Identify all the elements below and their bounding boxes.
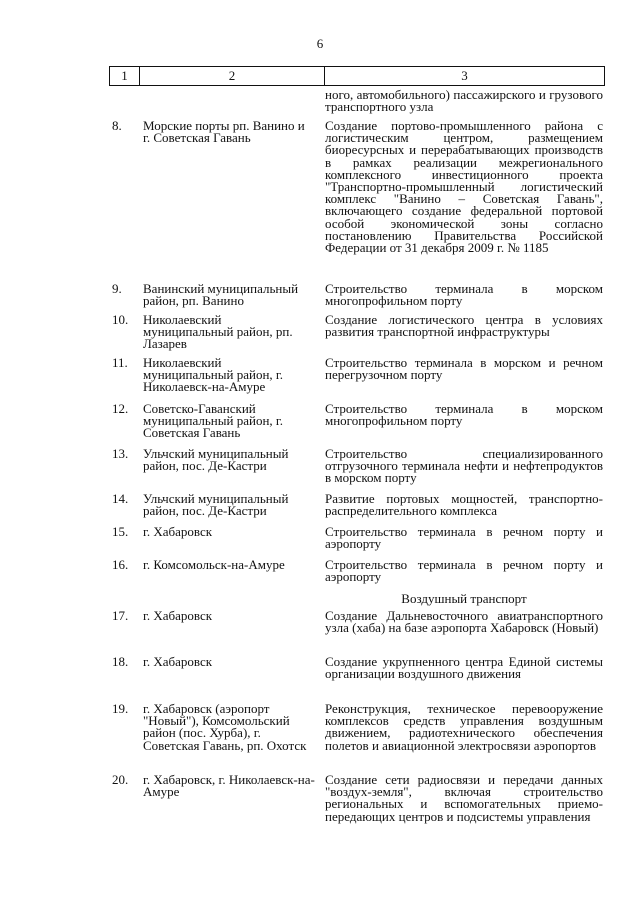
row-number: 13. bbox=[112, 446, 129, 461]
header-col-2: 2 bbox=[140, 67, 325, 85]
row-place: Морские порты рп. Ванино и г. Советская Гавань bbox=[143, 118, 305, 146]
row-number: 12. bbox=[112, 401, 129, 416]
header-col-1: 1 bbox=[110, 67, 140, 85]
header-col-3: 3 bbox=[461, 68, 468, 83]
row-description: Создание сети радиосвязи и передачи данных "воздух-земля", включая строительство региональных и вспомогательных приемо-передающих центров и подсистемы управления bbox=[325, 772, 603, 824]
row-place: г. Хабаровск bbox=[143, 654, 213, 669]
row-place: г. Хабаровск bbox=[143, 608, 213, 623]
row-description: Создание портово-промышленного района с логистическим центром, размещением биоресурсных и перерабатывающих производств в рамках реализации межрегионального комплексного инвестиционного проекта "Транспортно-промышленный логистический комплекс "Ванино – Советская Гавань", включающего создание федеральной портовой особой экономической зоны согласно постановлению Правительства Российской Федерации от 31 декабря 2009 г. № 1185 bbox=[325, 118, 603, 256]
row-description: Создание укрупненного центра Единой системы организации воздушного движения bbox=[325, 654, 603, 682]
row-place: г. Хабаровск (аэропорт "Новый"), Комсомольский район (пос. Хурба), г. Советская Гавань, рп. Охотск bbox=[143, 701, 307, 753]
row-number: 19. bbox=[112, 701, 129, 716]
row-description: Строительство терминала в морском многопрофильном порту bbox=[325, 281, 603, 309]
row-number: 15. bbox=[112, 524, 129, 539]
row-number: 18. bbox=[112, 654, 129, 669]
row-description: Строительство терминала в морском и речном перегрузочном порту bbox=[325, 355, 603, 383]
row-place: Советско-Гаванский муниципальный район, г. Советская Гавань bbox=[143, 401, 284, 441]
row-place: Ульчский муниципальный район, пос. Де-Кастри bbox=[143, 446, 289, 474]
row-description: Создание Дальневосточного авиатранспортного узла (хаба) на базе аэропорта Хабаровск (Новый) bbox=[325, 608, 603, 636]
row-description: Строительство специализированного отгрузочного терминала нефти и нефтепродуктов в морском порту bbox=[325, 446, 603, 486]
row-place: г. Хабаровск bbox=[143, 524, 213, 539]
row-number: 16. bbox=[112, 557, 129, 572]
row-number: 20. bbox=[112, 772, 129, 787]
row-description: Строительство терминала в речном порту и аэропорту bbox=[325, 524, 603, 552]
row-description: Создание логистического центра в условиях развития транспортной инфраструктуры bbox=[325, 312, 603, 340]
row-place: г. Хабаровск, г. Николаевск-на-Амуре bbox=[143, 772, 315, 800]
section-title-air-transport: Воздушный транспорт bbox=[401, 591, 527, 606]
row-description: Строительство терминала в речном порту и аэропорту bbox=[325, 557, 603, 585]
row-number: 11. bbox=[112, 355, 128, 370]
row-number: 17. bbox=[112, 608, 129, 623]
row-number: 10. bbox=[112, 312, 129, 327]
row-place: Ванинский муниципальный район, рп. Ванино bbox=[143, 281, 299, 309]
row-description: Реконструкция, техническое перевооружение комплексов средств управления воздушным движением, радиотехнического обеспечения полетов и авиационной электросвязи аэропортов bbox=[325, 701, 603, 753]
row-description: Строительство терминала в морском многопрофильном порту bbox=[325, 401, 603, 429]
table-header bbox=[109, 66, 605, 86]
row-number: 8. bbox=[112, 118, 122, 133]
continuation-text: ного, автомобильного) пассажирского и грузового транспортного узла bbox=[325, 87, 603, 115]
row-number: 9. bbox=[112, 281, 122, 296]
row-number: 14. bbox=[112, 491, 129, 506]
row-place: Николаевский муниципальный район, рп. Лазарев bbox=[143, 312, 293, 352]
row-place: Николаевский муниципальный район, г. Николаевск-на-Амуре bbox=[143, 355, 284, 395]
row-place: Ульчский муниципальный район, пос. Де-Кастри bbox=[143, 491, 289, 519]
page-number: 6 bbox=[316, 36, 324, 51]
row-place: г. Комсомольск-на-Амуре bbox=[143, 557, 285, 572]
row-description: Развитие портовых мощностей, транспортно-распределительного комплекса bbox=[325, 491, 603, 519]
